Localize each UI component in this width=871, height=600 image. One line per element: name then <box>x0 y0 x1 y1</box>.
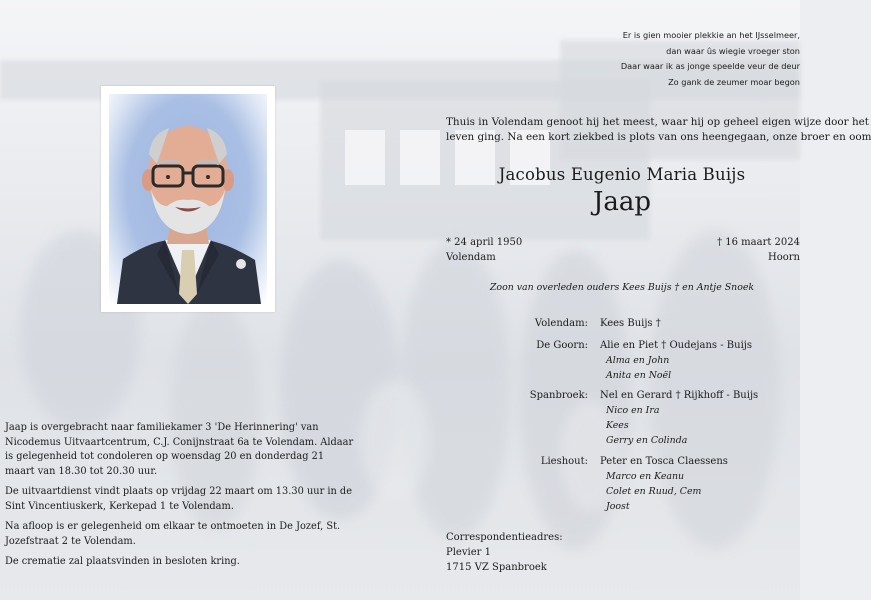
family-sub: Kees <box>606 420 629 431</box>
family-main: Kees Buijs † <box>600 318 661 329</box>
portrait-photo <box>101 86 275 312</box>
family-sub: Colet en Ruud, Cem <box>606 486 702 497</box>
birth-place: Volendam <box>446 251 496 263</box>
death-info <box>717 236 800 265</box>
family-place: De Goorn: <box>536 340 588 351</box>
intro-line: leven ging. Na een kort ziekbed is plots van ons heengegaan, onze broer en oom <box>446 131 871 143</box>
correspondence-address <box>446 530 563 575</box>
family-sub: Joost <box>606 501 630 512</box>
family-main: Nel en Gerard † Rijkhoff - Buijs <box>600 390 759 401</box>
birth-info <box>446 236 522 265</box>
family-main: Peter en Tosca Claessens <box>600 456 728 467</box>
poem-line: Er is gien mooier plekkie an het IJsselmeer, <box>622 30 800 40</box>
poem-line: Zo gank de zeumer moar begon <box>668 76 800 87</box>
arrangement-paragraph: De uitvaartdienst vindt plaats op vrijdag 22 maart om 13.30 uur in de Sint Vincentiuskerk, Kerkepad 1 te Volendam. <box>5 486 353 512</box>
correspondence-street: Plevier 1 <box>446 547 491 558</box>
family-sub: Nico en Ira <box>606 405 660 416</box>
death-date: † 16 maart 2024 <box>717 237 800 248</box>
poem-line: Daar waar ik as jonge speelde veur de deur <box>620 61 800 71</box>
family-sub: Alma en John <box>606 355 670 366</box>
family-place: Lieshout: <box>540 456 588 467</box>
correspondence-city: 1715 VZ Spanbroek <box>446 562 547 573</box>
intro-line: Thuis in Volendam genoot hij het meest, waar hij op geheel eigen wijze door het <box>446 116 869 128</box>
family-main: Alie en Piet † Oudejans - Buijs <box>600 340 753 351</box>
death-place: Hoorn <box>768 251 800 263</box>
parents-line: Zoon van overleden ouders Kees Buijs † en Antje Snoek <box>489 282 755 293</box>
intro-text <box>446 115 871 145</box>
correspondence-label: Correspondentieadres: <box>446 532 563 543</box>
funeral-arrangements <box>5 421 355 576</box>
arrangement-paragraph: De crematie zal plaatsvinden in besloten kring. <box>5 556 240 567</box>
family-sub: Marco en Keanu <box>606 471 685 482</box>
family-sub: Gerry en Colinda <box>606 435 688 446</box>
family-sub: Anita en Noël <box>606 370 672 381</box>
nickname: Jaap <box>592 187 652 217</box>
family-place: Spanbroek: <box>529 390 588 401</box>
arrangement-paragraph: Jaap is overgebracht naar familiekamer 3 'De Herinnering' van Nicodemus Uitvaartcentrum, C.J. Conijnstraat 6a te Volendam. Aldaar is gelegenheid tot condoleren op woensdag 20 en donderdag 21 maart van 18.30 tot 20.30 uur. <box>5 422 354 477</box>
full-name: Jacobus Eugenio Maria Buijs <box>498 165 746 184</box>
poem-line: dan waar ûs wiegie vroeger ston <box>666 45 800 56</box>
family-place: Volendam: <box>534 318 588 329</box>
birth-date: * 24 april 1950 <box>446 237 523 248</box>
poem <box>560 28 800 90</box>
arrangement-paragraph: Na afloop is er gelegenheid om elkaar te ontmoeten in De Jozef, St. Jozefstraat 2 te Volendam. <box>5 521 341 547</box>
